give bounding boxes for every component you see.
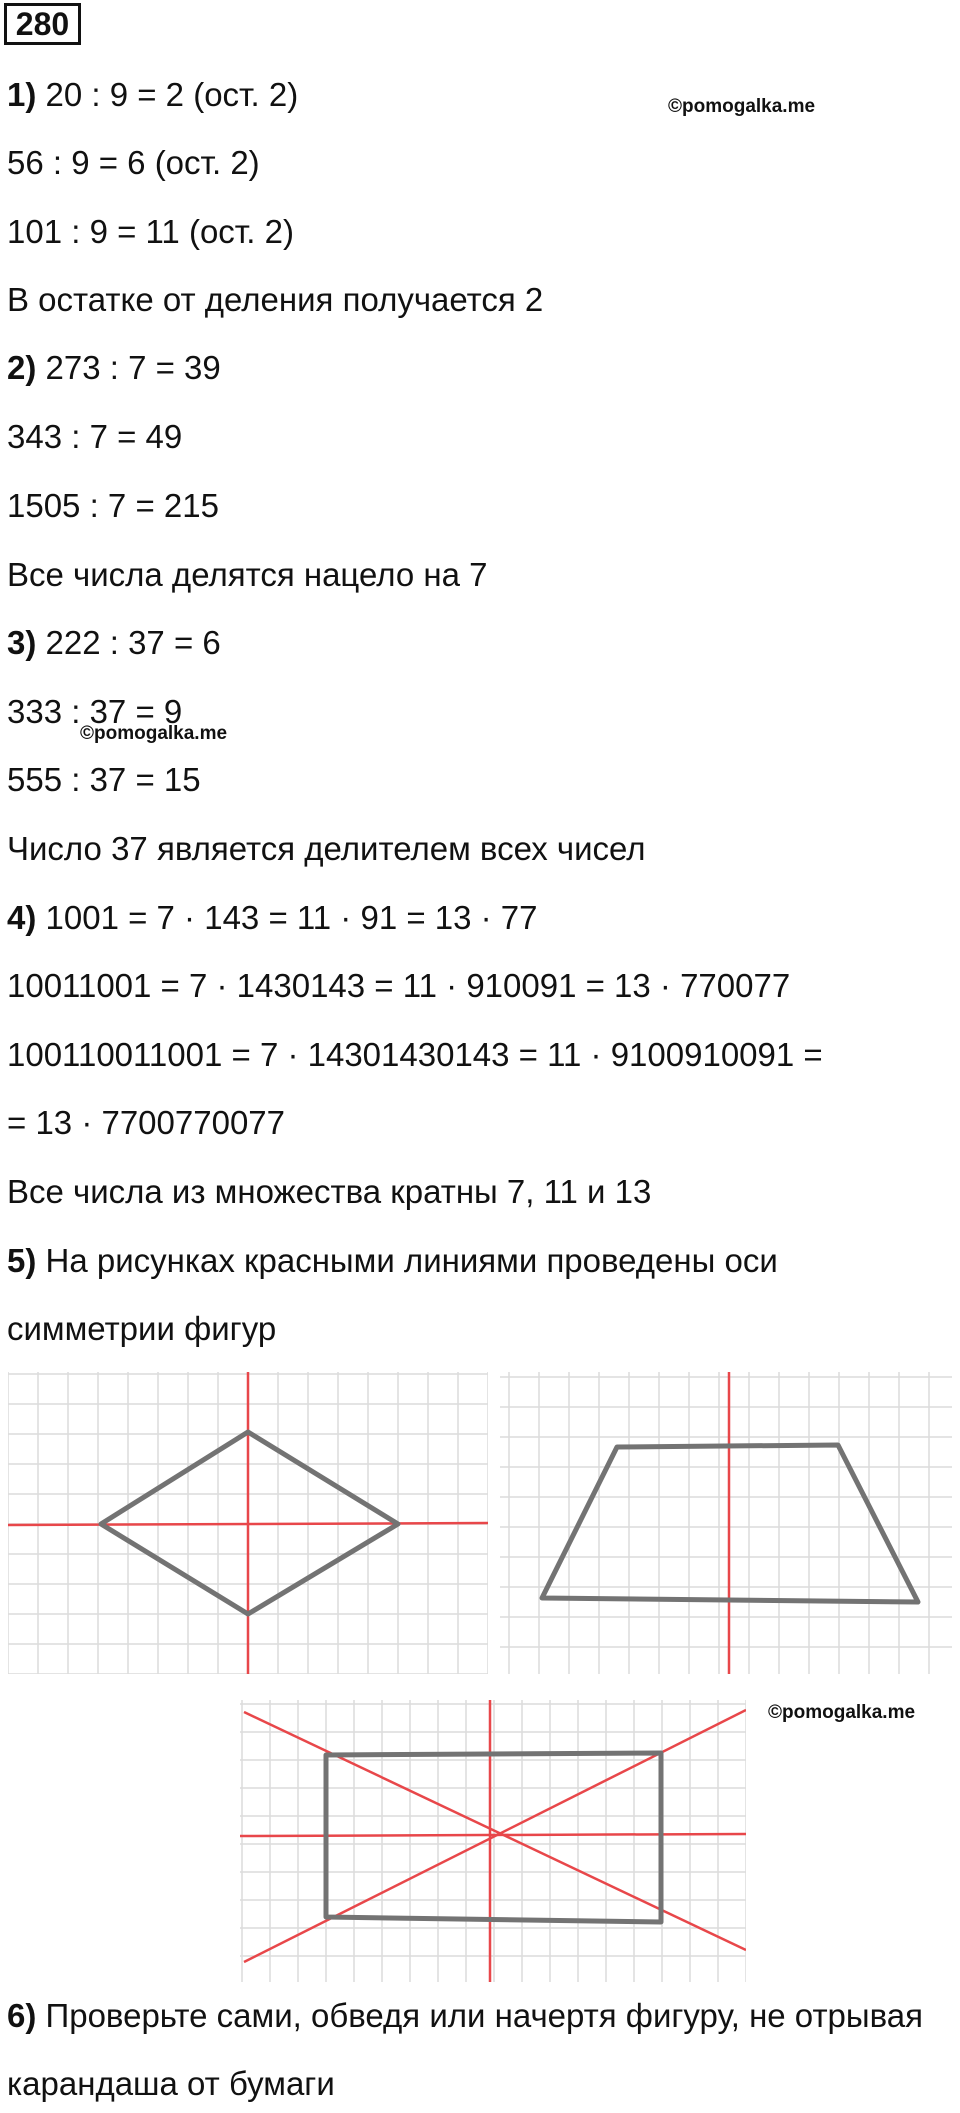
part-label: 6): [7, 1997, 37, 2034]
text-line: [7, 1241, 778, 1281]
text-line: 101 : 9 = 11 (ост. 2): [7, 213, 294, 250]
watermark: ©pomogalka.me: [768, 1702, 916, 1723]
line-text: На рисунках красными линиями проведены оси: [36, 1242, 778, 1279]
text-line: 100110011001 = 7 · 14301430143 = 11 · 9100910091 =: [7, 1036, 823, 1073]
text-line: 333 : 37 = 9: [7, 693, 183, 730]
part-label: 3): [7, 624, 37, 661]
part-label: 4): [7, 899, 37, 936]
text-line: карандаша от бумаги: [7, 2065, 335, 2102]
text-line: [7, 348, 221, 388]
text-line: [7, 75, 298, 115]
text-line: симметрии фигур: [7, 1310, 277, 1347]
part-label: 1): [7, 76, 37, 113]
text-line: 56 : 9 = 6 (ост. 2): [7, 144, 260, 181]
problem-number: 280: [4, 3, 81, 45]
part-label: 5): [7, 1242, 37, 1279]
text-line: 10011001 = 7 · 1430143 = 11 · 910091 = 13 · 770077: [7, 967, 791, 1004]
part-label: 2): [7, 349, 37, 386]
rhombus-figure: [8, 1372, 488, 1674]
line-text: 20 : 9 = 2 (ост. 2): [36, 76, 299, 113]
text-line: Все числа делятся нацело на 7: [7, 556, 488, 593]
rectangle-figure: [240, 1700, 746, 1982]
text-line: В остатке от деления получается 2: [7, 281, 544, 318]
text-line: [7, 623, 221, 663]
watermark: ©pomogalka.me: [80, 723, 228, 744]
text-line: 343 : 7 = 49: [7, 418, 183, 455]
grid: [240, 1700, 746, 1982]
text-line: 555 : 37 = 15: [7, 761, 201, 798]
text-line: = 13 · 7700770077: [7, 1104, 286, 1141]
text-line: [7, 898, 538, 938]
line-text: 1001 = 7 · 143 = 11 · 91 = 13 · 77: [36, 899, 538, 936]
trapezoid-figure: [500, 1372, 952, 1674]
watermark: ©pomogalka.me: [668, 96, 816, 117]
line-text: Проверьте сами, обведя или начертя фигуру, не отрывая: [36, 1997, 924, 2034]
line-text: 273 : 7 = 39: [36, 349, 221, 386]
text-line: Все числа из множества кратны 7, 11 и 13: [7, 1173, 652, 1210]
text-line: Число 37 является делителем всех чисел: [7, 830, 646, 867]
line-text: 222 : 37 = 6: [36, 624, 221, 661]
text-line: 1505 : 7 = 215: [7, 487, 219, 524]
grid: [500, 1372, 952, 1674]
text-line: [7, 1996, 923, 2036]
